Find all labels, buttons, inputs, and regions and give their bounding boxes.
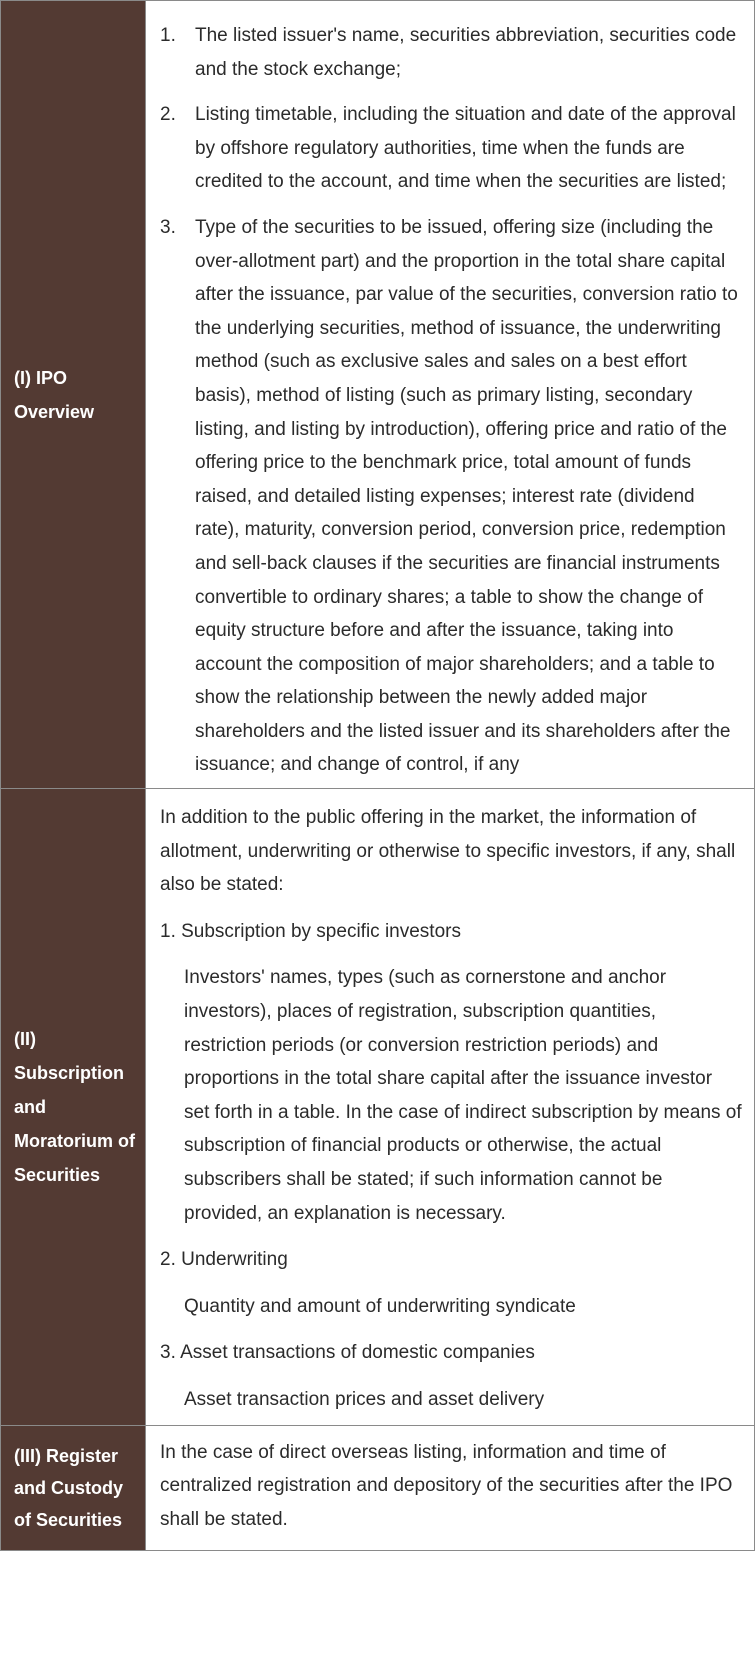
row-content-subscription-moratorium xyxy=(146,789,755,1426)
list-item xyxy=(160,19,742,86)
list-item-text: Type of the securities to be issued, offering size (including the over-allotment part) and the proportion in the total share capital after the issuance, par value of the securities, conversion ratio to the underlying securities, method of issuance, the underwriting method (such as exclusive sales and sales on a best effort basis), method of listing (such as primary listing, secondary listing, and listing by introduction), offering price and ratio of the offering price to the benchmark price, total amount of funds raised, and detailed listing expenses; interest rate (dividend rate), maturity, conversion period, conversion price, redemption and sell-back clauses if the securities are financial instruments convertible to ordinary shares; a table to show the change of equity structure before and after the issuance, taking into account the composition of major shareholders; and a table to show the relationship between the newly added major shareholders and the listed issuer and its shareholders after the issuance; and change of control, if any xyxy=(195,216,738,776)
row-label-subscription-moratorium: (II) Subscription and Moratorium of Securities xyxy=(1,789,146,1426)
list-item xyxy=(160,211,742,782)
list-item-number: 1. xyxy=(160,25,176,46)
section-heading: 3. Asset transactions of domestic companies xyxy=(160,1342,535,1364)
subscription-intro-text: In addition to the public offering in the market, the information of allotment, underwriting or otherwise to specific investors, if any, shall also be stated: xyxy=(160,807,736,896)
list-item-number: 3. xyxy=(160,216,176,238)
list-item xyxy=(160,98,742,199)
ipo-overview-list xyxy=(160,19,742,782)
list-item-text: The listed issuer's name, securities abbreviation, securities code and the stock exchange; xyxy=(195,25,737,80)
section-body: Quantity and amount of underwriting syndicate xyxy=(184,1295,576,1317)
row-label-register-custody: (III) Register and Custody of Securities xyxy=(1,1425,146,1551)
section-heading: 2. Underwriting xyxy=(160,1249,288,1271)
table-row-subscription-moratorium xyxy=(1,789,755,1426)
section-body: Investors' names, types (such as cornerstone and anchor investors), places of registration, subscription quantities, restriction periods (or conversion restriction periods) and proportions in the total share capital after the issuance investor set forth in a table. In the case of indirect subscription by means of subscription of financial products or otherwise, the actual subscribers shall be stated; if such information cannot be provided, an explanation is necessary. xyxy=(184,967,742,1224)
row-content-ipo-overview xyxy=(146,1,755,789)
section-body: Asset transaction prices and asset delivery xyxy=(184,1388,545,1410)
section-heading: 1. Subscription by specific investors xyxy=(160,920,461,942)
row-content-register-custody: In the case of direct overseas listing, information and time of centralized registration and depository of the securities after the IPO shall be stated. xyxy=(146,1425,755,1551)
row-label-ipo-overview: (I) IPO Overview xyxy=(1,1,146,789)
list-item-text: Listing timetable, including the situation and date of the approval by offshore regulatory authorities, time when the funds are credited to the account, and time when the securities are listed; xyxy=(195,104,736,193)
table-row-register-custody xyxy=(1,1425,755,1551)
list-item-number: 2. xyxy=(160,104,176,126)
table-row-ipo-overview xyxy=(1,1,755,789)
